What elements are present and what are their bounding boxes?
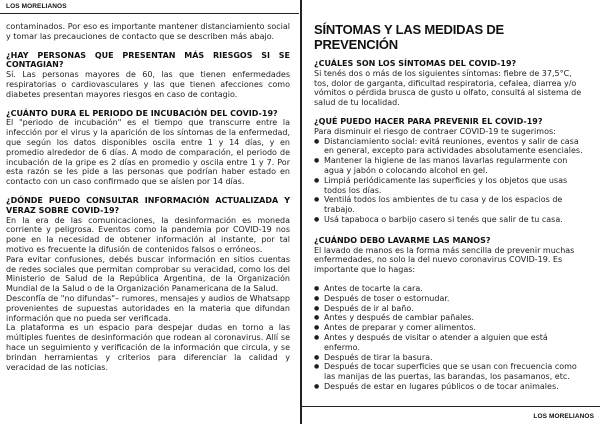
list-item: ● Antes de tocarte la cara. — [314, 284, 586, 294]
header-publication-name: LOS MORELIANOS — [6, 3, 67, 10]
list-item: ● Después de toser o estornudar. — [314, 294, 586, 304]
list-item: ● Antes de preparar y comer alimentos. — [314, 323, 586, 333]
handwashing-intro: El lavado de manos es la forma más sencilla de prevenir muchas enfermedades, no solo la del nuevo coronavirus COVID-19. Es importante que lo hagas: — [314, 245, 575, 275]
list-item: ● Limpiá periódicamente las superficies y los objetos que usas todos los días. — [314, 176, 586, 196]
column-divider — [300, 0, 302, 424]
answer-information-p1: En la era de las comunicaciones, la desinformación es moneda corriente y peligrosa. Eventos como la pandemia por COVID-19 nos pone en la necesidad de obtener información al instante, por tal motivo es frecuente la difusión de contenidos falsos o erróneos. — [6, 215, 290, 254]
heading-prevention: ¿QUÉ PUEDO HACER PARA PREVENIR EL COVID-19? — [314, 116, 543, 126]
list-item: ● Después de ir al baño. — [314, 304, 586, 314]
footer-rule — [302, 406, 600, 407]
answer-information-p3: Desconfía de "no difundas"– rumores, mensajes y audios de Whatsapp provenientes de supuestas autoridades en la materia que difundan información que no pueda ser verificada. — [6, 293, 290, 323]
heading-risk-groups: ¿HAY PERSONAS QUE PRESENTAN MÁS RIESGOS SI SE CONTAGIAN? — [6, 50, 290, 70]
answer-risk-groups: Sí. Las personas mayores de 60, las que tienen enfermedades respiratorias o cardiovasculares y las que tienen afecciones como diabetes presentan mayores riesgos en caso de contagio. — [6, 70, 290, 99]
heading-incubation: ¿CUÁNTO DURA EL PERIODO DE INCUBACIÓN DEL COVID-19? — [6, 108, 278, 118]
right-column — [314, 22, 586, 392]
left-intro-paragraph: contaminados. Por eso es importante mantener distanciamiento social y tomar las precauciones de contacto que se describen más abajo. — [6, 22, 290, 41]
answer-information-p4: La plataforma es un espacio para despejar dudas en torno a las múltiples fuentes de desinformación que rodean al coronavirus. Allí se hace un seguimiento y verificación de la información que circula, y se brindan herramientas y criterios para diferenciar la calidad y veracidad de las noticias. — [6, 323, 290, 372]
prevention-list — [314, 137, 586, 225]
list-item: ● Distanciamiento social: evitá reuniones, eventos y salir de casa en general, excepto para actividades absolutamente esenciales. — [314, 137, 586, 157]
handwashing-list — [314, 284, 586, 392]
answer-incubation: El "periodo de incubación" es el tiempo que transcurre entre la infección por el virus y la aparición de los síntomas de la enfermedad, que según los datos disponibles oscila entre 1 y 14 días, y en promedio alrededor de 6 días. A modo de comparación, el periodo de incubación de la gripe es 2 días en promedio y oscila entre 1 y 7. Por esta razón se les pide a las personas que podrían haber estado en contacto con un caso confirmado que se aíslen por 14 días. — [6, 118, 290, 187]
list-item: ● Después de tirar la basura. — [314, 353, 586, 363]
list-item: ● Usá tapaboca o barbijo casero si tenés que salir de tu casa. — [314, 215, 586, 225]
list-item: ● Después de estar en lugares públicos o de tocar animales. — [314, 382, 586, 392]
answer-symptoms: Si tenés dos o más de los siguientes síntomas: fiebre de 37,5°C, tos, dolor de garganta, dificultad respiratoria, cefalea, diarrea y/o vómitos o pérdida brusca de gusto u olfato, consultá al sistema de salud de tu localidad. — [314, 68, 582, 108]
heading-handwashing: ¿CUÁNDO DEBO LAVARME LAS MANOS? — [314, 235, 491, 245]
footer-publication-name: LOS MORELIANOS — [533, 413, 594, 420]
header-rule — [0, 13, 299, 14]
heading-information-sources: ¿DÓNDE PUEDO CONSULTAR INFORMACIÓN ACTUALIZADA Y VERAZ SOBRE COVID-19? — [6, 195, 290, 215]
list-item: ● Antes y después de cambiar pañales. — [314, 313, 586, 323]
list-item: ● Mantener la higiene de las manos lavarlas regularmente con agua y jabón o colocando alcohol en gel. — [314, 156, 586, 176]
prevention-intro: Para disminuir el riesgo de contraer COVID-19 te sugerimos: — [314, 126, 556, 136]
answer-information-p2: Para evitar confusiones, debés buscar información en sitios cuentas de redes sociales que permitan comprobar su veracidad, como los del Ministerio de Salud de la República Argentina, de la Organización Mundial de la Salud o de la Organización Panamericana de la Salud. — [6, 254, 290, 294]
left-column — [6, 22, 290, 372]
list-item: ● Después de tocar superficies que se usan con frecuencia como las manijas de las puertas, las barandas, los pasamanos, etc. — [314, 362, 586, 382]
list-item: ● Antes y después de visitar o atender a alguien que está enfermo. — [314, 333, 586, 353]
heading-symptoms: ¿CUÁLES SON LOS SÍNTOMAS DEL COVID-19? — [314, 59, 517, 68]
section-title: SÍNTOMAS Y LAS MEDIDAS DE PREVENCIÓN — [314, 22, 505, 52]
list-item: ● Ventilá todos los ambientes de tu casa y de los espacios de trabajo. — [314, 195, 586, 215]
